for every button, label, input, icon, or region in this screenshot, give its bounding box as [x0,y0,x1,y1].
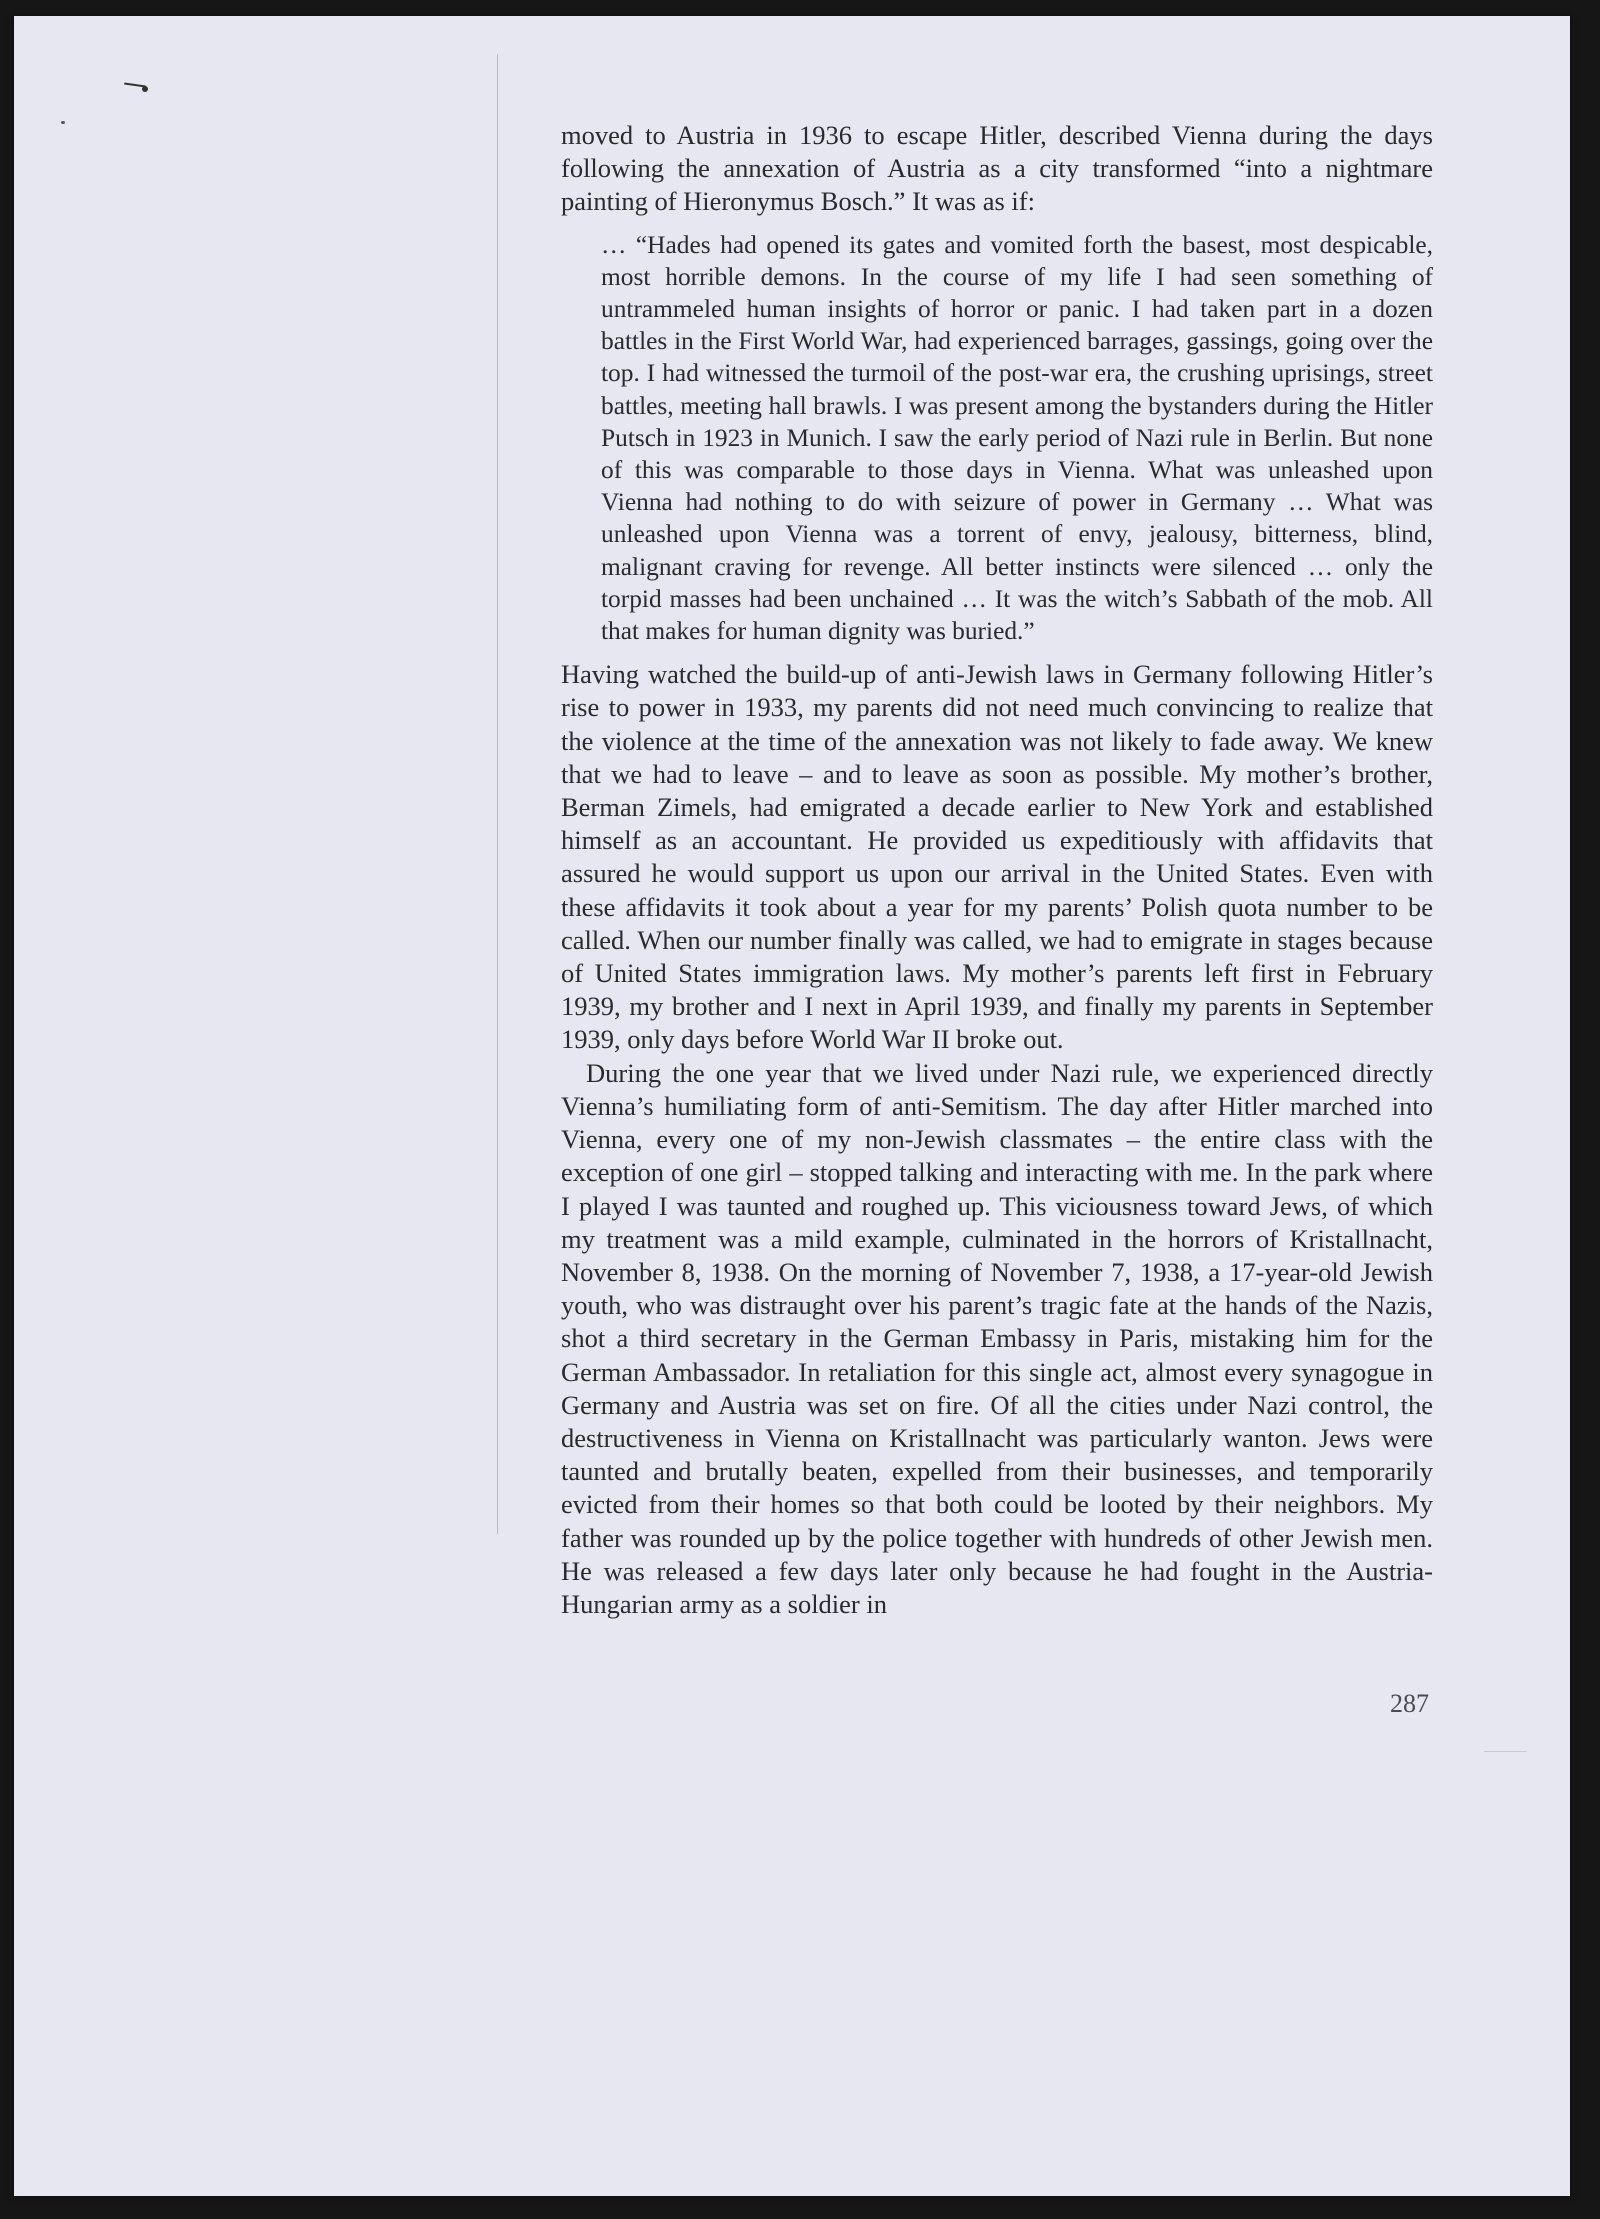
scan-speck-dot-small [61,121,65,124]
lead-paragraph: moved to Austria in 1936 to escape Hitler, described Vienna during the days following the annexation of Austria as a city transformed “into a nightmare painting of Hieronymus Bosch.” It was as if: [561,120,1433,217]
scan-speck-dot [142,86,148,92]
body-paragraph-1: Having watched the build-up of anti-Jewish laws in Germany following Hitler’s rise to power in 1933, my parents did not need much convincing to realize that the violence at the time of the annexation was not likely to fade away. We knew that we had to leave – and to leave as soon as possible. My mother’s brother, Berman Zimels, had emigrated a decade earlier to New York and established himself as an accountant. He provided us expeditiously with affidavits that assured he would support us upon our arrival in the United States. Even with these affidavits it took about a year for my parents’ Polish quota number to be called. When our number finally was called, we had to emigrate in stages because of United States immigration laws. My mother’s parents left first in February 1939, my brother and I next in April 1939, and finally my parents in September 1939, only days before World War II broke out. [561,659,1433,1055]
gutter-rule [497,54,498,1534]
edge-mark [1484,1751,1526,1752]
book-page [14,16,1570,2196]
page-number: 287 [1390,1689,1429,1718]
block-quote: … “Hades had opened its gates and vomited forth the basest, most despicable, most horrible demons. In the course of my life I had seen something of untrammeled human insights of horror or panic. I had taken part in a dozen battles in the First World War, had experienced barrages, gassings, going over the top. I had witnessed the turmoil of the post-war era, the crushing uprisings, street battles, meeting hall brawls. I was present among the bystanders during the Hitler Putsch in 1923 in Munich. I saw the early period of Nazi rule in Berlin. But none of this was comparable to those days in Vienna. What was unleashed upon Vienna had nothing to do with seizure of power in Germany … What was unleashed upon Vienna was a torrent of envy, jealousy, bitterness, blind, malignant craving for revenge. All better instincts were silenced … only the torpid masses had been unchained … It was the witch’s Sabbath of the mob. All that makes for human dignity was buried.” [601,230,1433,646]
body-paragraph-2: During the one year that we lived under Nazi rule, we experienced directly Vienna’s humiliating form of anti-Semitism. The day after Hitler marched into Vienna, every one of my non-Jewish classmates – the entire class with the exception of one girl – stopped talking and interacting with me. In the park where I played I was taunted and roughed up. This viciousness toward Jews, of which my treatment was a mild example, culminated in the horrors of Kristallnacht, November 8, 1938. On the morning of November 7, 1938, a 17-year-old Jewish youth, who was distraught over his parent’s tragic fate at the hands of the Nazis, shot a third secretary in the German Embassy in Paris, mistaking him for the German Ambassador. In retaliation for this single act, almost every synagogue in Germany and Austria was set on fire. Of all the cities under Nazi control, the destructiveness in Vienna on Kristallnacht was particularly wanton. Jews were taunted and brutally beaten, expelled from their businesses, and temporarily evicted from their homes so that both could be looted by their neighbors. My father was rounded up by the police together with hundreds of other Jewish men. He was released a few days later only because he had fought in the Austria-Hungarian army as a soldier in [561,1057,1433,1619]
text-column [561,119,1433,1621]
